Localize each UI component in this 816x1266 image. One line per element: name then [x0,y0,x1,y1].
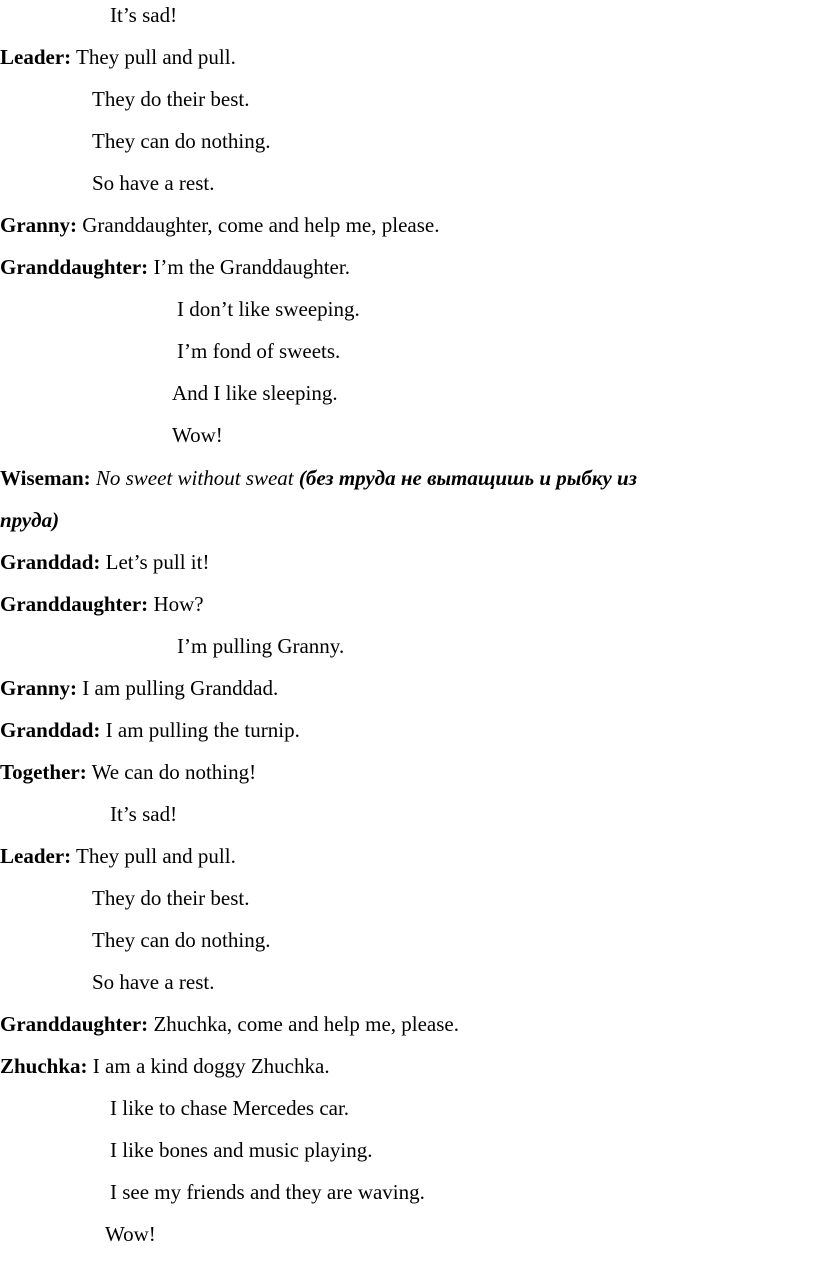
line-text: I am a kind doggy Zhuchka. [92,1054,330,1078]
line-text: Let’s pull it! [105,550,210,574]
line-text: It’s sad! [110,802,178,826]
line-text: They do their best. [92,87,250,111]
line-text: How? [153,592,204,616]
speaker-name: Together: [0,760,87,784]
script-line [0,1011,459,1037]
proverb-translation-end: пруда) [0,508,60,532]
speaker-name: Granddaughter: [0,592,149,616]
line-text: They can do nothing. [92,928,271,952]
script-line [0,254,350,280]
script-line [105,1221,156,1247]
script-line [177,633,344,659]
script-line [110,801,177,827]
script-line [92,885,249,911]
line-text: It’s sad! [110,3,178,27]
speaker-name: Leader: [0,844,72,868]
speaker-name: Granny: [0,676,78,700]
line-text: Wow! [105,1222,156,1246]
speaker-name: Leader: [0,45,72,69]
script-line [110,1095,349,1121]
line-text: Zhuchka, come and help me, please. [153,1012,459,1036]
line-text: I see my friends and they are waving. [110,1180,425,1204]
script-line [0,759,256,785]
line-text: They do their best. [92,886,250,910]
script-line [0,212,439,238]
speaker-name: Zhuchka: [0,1054,88,1078]
line-text: They pull and pull. [76,844,236,868]
speaker-name: Granddad: [0,718,101,742]
line-text: I am pulling Granddad. [82,676,279,700]
script-line [92,969,214,995]
script-line [172,422,223,448]
script-line [0,507,59,533]
line-text: I don’t like sweeping. [177,297,360,321]
line-text: We can do nothing! [91,760,257,784]
script-line [92,170,214,196]
script-line [0,591,204,617]
script-line [177,338,340,364]
script-line [110,1179,425,1205]
line-text: I like to chase Mercedes car. [110,1096,350,1120]
speaker-name: Granddaughter: [0,1012,149,1036]
line-text: I am pulling the turnip. [105,718,300,742]
script-line [0,549,209,575]
line-text: I’m the Granddaughter. [153,255,350,279]
script-line [177,296,360,322]
script-line [0,843,236,869]
script-line [92,128,270,154]
script-line [0,44,236,70]
line-text: So have a rest. [92,970,215,994]
speaker-name: Granddaughter: [0,255,149,279]
line-text: So have a rest. [92,171,215,195]
script-line [172,380,338,406]
speaker-name: Granny: [0,213,78,237]
script-line [0,717,300,743]
script-line [0,675,278,701]
line-text: Wow! [172,423,223,447]
line-text: I like bones and music playing. [110,1138,373,1162]
line-text: And I like sleeping. [172,381,338,405]
proverb-translation: (без труда не вытащишь и рыбку из [298,466,637,490]
script-line [92,927,270,953]
line-text: I’m pulling Granny. [177,634,345,658]
line-text: Granddaughter, come and help me, please. [82,213,440,237]
script-line [0,465,637,491]
script-line [110,2,177,28]
proverb-text: No sweet without sweat [95,466,294,490]
line-text: They can do nothing. [92,129,271,153]
line-text: They pull and pull. [76,45,236,69]
script-line [92,86,249,112]
line-text: I’m fond of sweets. [177,339,341,363]
script-line [110,1137,372,1163]
speaker-name: Wiseman: [0,466,91,490]
script-line [0,1053,330,1079]
speaker-name: Granddad: [0,550,101,574]
